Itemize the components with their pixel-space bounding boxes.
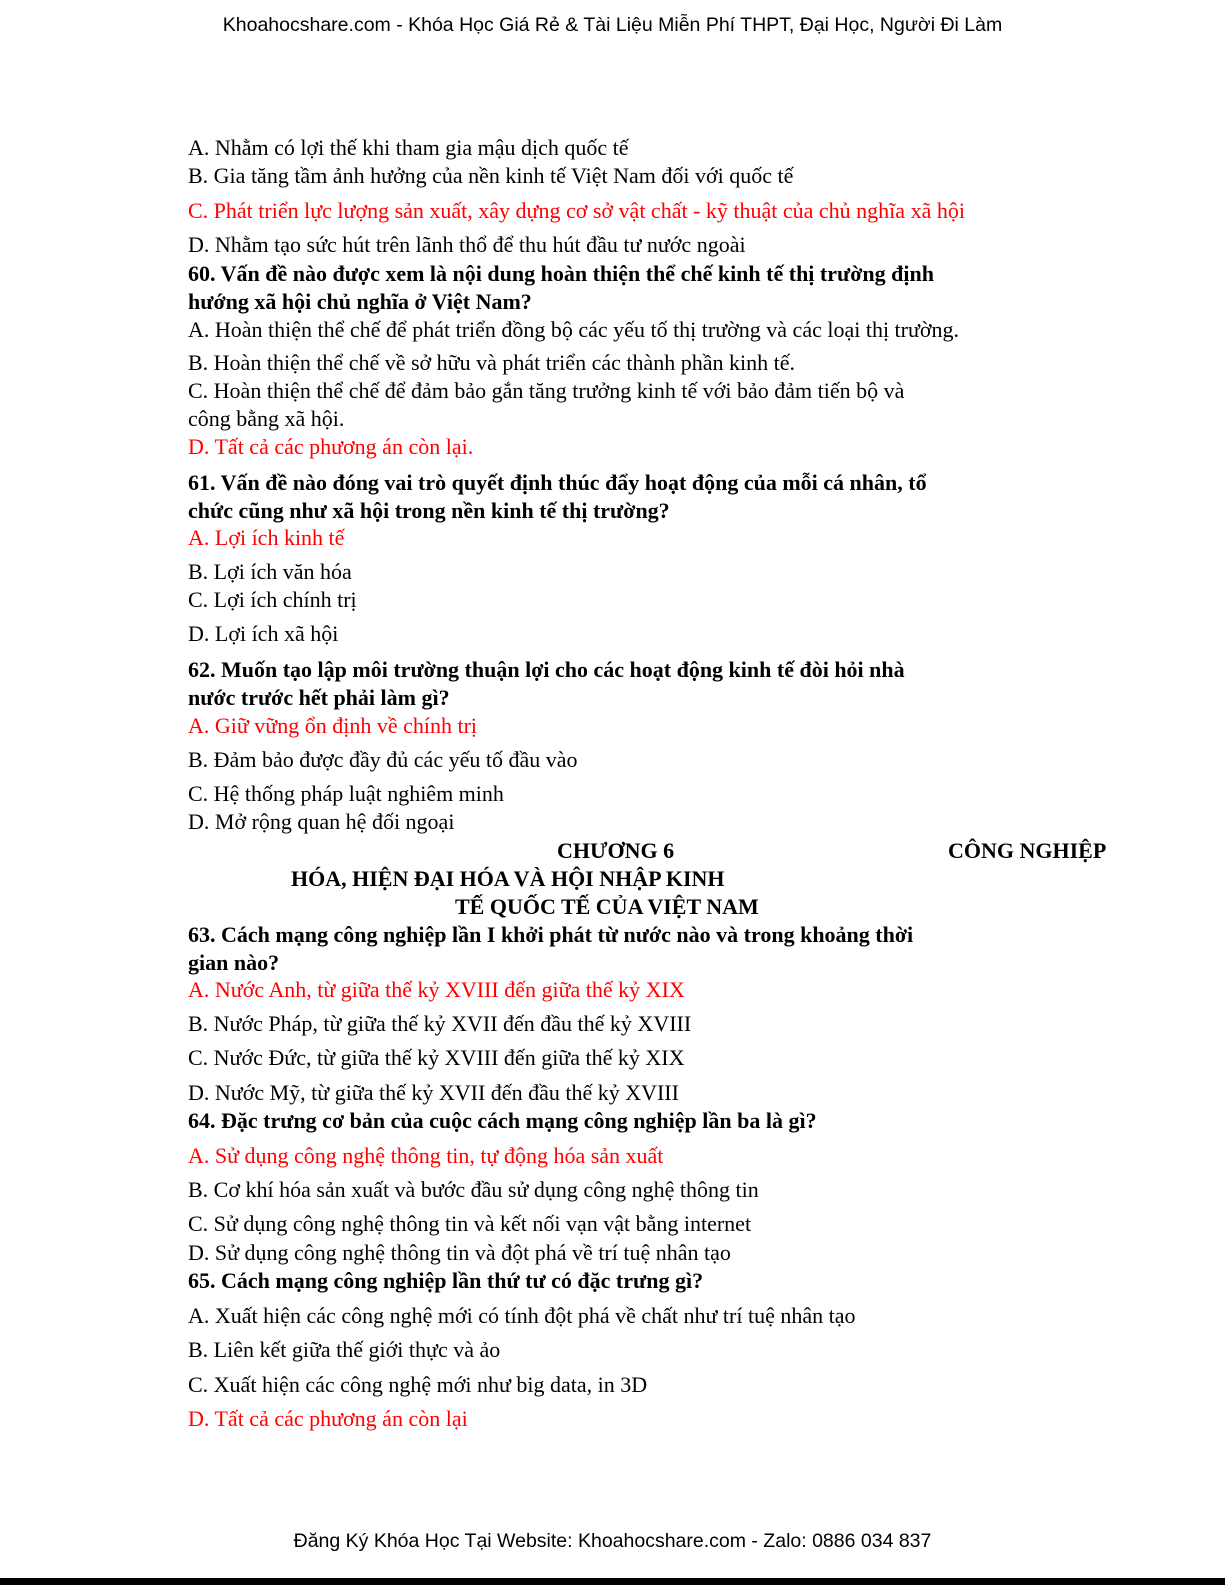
q62-question-line1: 62. Muốn tạo lập môi trường thuận lợi cho các hoạt động kinh tế đòi hỏi nhà <box>188 657 905 682</box>
q64-question: 64. Đặc trưng cơ bản của cuộc cách mạng công nghiệp lần ba là gì? <box>188 1108 817 1133</box>
q64-option-c: C. Sử dụng công nghệ thông tin và kết nối vạn vật bằng internet <box>188 1211 752 1236</box>
q60-option-c-line1: C. Hoàn thiện thể chế để đảm bảo gắn tăng trưởng kinh tế với bảo đảm tiến bộ và <box>188 378 905 403</box>
q65-option-d-correct: D. Tất cả các phương án còn lại <box>188 1406 468 1431</box>
q60-option-a: A. Hoàn thiện thể chế để phát triển đồng bộ các yếu tố thị trường và các loại thị trường. <box>188 317 960 342</box>
q61-option-c: C. Lợi ích chính trị <box>188 587 357 612</box>
q65-option-b: B. Liên kết giữa thế giới thực và ảo <box>188 1337 501 1362</box>
q59-option-d: D. Nhằm tạo sức hút trên lãnh thổ để thu hút đầu tư nước ngoài <box>188 232 746 257</box>
q63-option-b: B. Nước Pháp, từ giữa thế kỷ XVII đến đầu thế kỷ XVIII <box>188 1011 692 1036</box>
chapter-heading-number: CHƯƠNG 6 <box>557 838 675 863</box>
q63-option-d: D. Nước Mỹ, từ giữa thế kỷ XVII đến đầu thế kỷ XVIII <box>188 1080 679 1105</box>
q61-option-b: B. Lợi ích văn hóa <box>188 559 352 584</box>
chapter-heading-line2: HÓA, HIỆN ĐẠI HÓA VÀ HỘI NHẬP KINH <box>291 866 725 891</box>
q62-option-a-correct: A. Giữ vững ổn định về chính trị <box>188 713 478 738</box>
q60-option-d-correct: D. Tất cả các phương án còn lại. <box>188 434 474 459</box>
q62-question-line2: nước trước hết phải làm gì? <box>188 685 450 710</box>
chapter-heading-line3: TẾ QUỐC TẾ CỦA VIỆT NAM <box>455 894 759 919</box>
q65-option-c: C. Xuất hiện các công nghệ mới như big data, in 3D <box>188 1372 648 1397</box>
q64-option-a-correct: A. Sử dụng công nghệ thông tin, tự động hóa sản xuất <box>188 1143 664 1168</box>
q64-option-b: B. Cơ khí hóa sản xuất và bước đầu sử dụng công nghệ thông tin <box>188 1177 759 1202</box>
q60-question-line1: 60. Vấn đề nào được xem là nội dung hoàn thiện thể chế kinh tế thị trường định <box>188 261 934 286</box>
q63-question-line1: 63. Cách mạng công nghiệp lần I khởi phát từ nước nào và trong khoảng thời <box>188 922 914 947</box>
q61-option-a-correct: A. Lợi ích kinh tế <box>188 525 345 550</box>
q59-option-b: B. Gia tăng tầm ảnh hưởng của nền kinh tế Việt Nam đối với quốc tế <box>188 163 794 188</box>
q60-option-c-line2: công bằng xã hội. <box>188 406 345 431</box>
q61-question-line2: chức cũng như xã hội trong nền kinh tế thị trường? <box>188 498 670 523</box>
q63-option-a-correct: A. Nước Anh, từ giữa thế kỷ XVIII đến giữa thế kỷ XIX <box>188 977 685 1002</box>
q62-option-c: C. Hệ thống pháp luật nghiêm minh <box>188 781 504 806</box>
bottom-edge-bar <box>0 1578 1225 1585</box>
q65-option-a: A. Xuất hiện các công nghệ mới có tính đột phá về chất như trí tuệ nhân tạo <box>188 1303 856 1328</box>
q62-option-d: D. Mở rộng quan hệ đối ngoại <box>188 809 455 834</box>
q62-option-b: B. Đảm bảo được đầy đủ các yếu tố đầu vào <box>188 747 578 772</box>
page-footer: Đăng Ký Khóa Học Tại Website: Khoahocshare.com - Zalo: 0886 034 837 <box>293 1530 932 1552</box>
q60-option-b: B. Hoàn thiện thể chế về sở hữu và phát triển các thành phần kinh tế. <box>188 350 795 375</box>
q60-question-line2: hướng xã hội chủ nghĩa ở Việt Nam? <box>188 289 532 314</box>
q61-question-line1: 61. Vấn đề nào đóng vai trò quyết định thúc đẩy hoạt động của mỗi cá nhân, tổ <box>188 470 927 495</box>
q63-question-line2: gian nào? <box>188 950 280 975</box>
q63-option-c: C. Nước Đức, từ giữa thế kỷ XVIII đến giữa thế kỷ XIX <box>188 1045 685 1070</box>
q61-option-d: D. Lợi ích xã hội <box>188 621 339 646</box>
q64-option-d: D. Sử dụng công nghệ thông tin và đột phá về trí tuệ nhân tạo <box>188 1240 731 1265</box>
q59-option-c-correct: C. Phát triển lực lượng sản xuất, xây dựng cơ sở vật chất - kỹ thuật của chủ nghĩa xã hội <box>188 198 965 223</box>
q59-option-a: A. Nhằm có lợi thế khi tham gia mậu dịch quốc tế <box>188 135 629 160</box>
page-header: Khoahocshare.com - Khóa Học Giá Rẻ & Tài Liệu Miễn Phí THPT, Đại Học, Người Đi Làm <box>222 14 1003 36</box>
q65-question: 65. Cách mạng công nghiệp lần thứ tư có đặc trưng gì? <box>188 1268 704 1293</box>
chapter-heading-title-start: CÔNG NGHIỆP <box>948 838 1107 863</box>
